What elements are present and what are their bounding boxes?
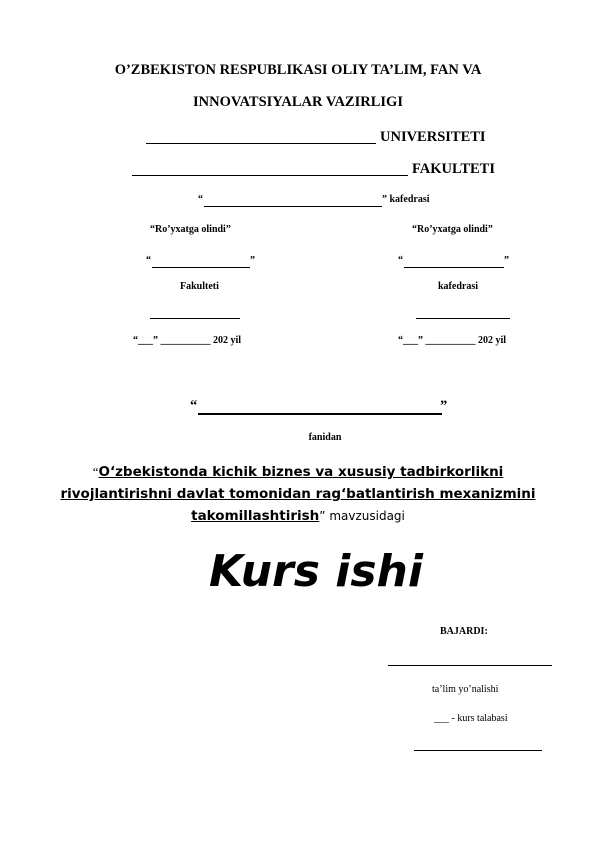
registration-right-signature-blank (416, 318, 510, 319)
topic-line3: takomillashtirish (191, 508, 320, 524)
registration-right-blank (404, 267, 504, 268)
topic-line2-wrap (0, 484, 596, 504)
topic-line3-wrap (0, 506, 596, 526)
department-name-blank (204, 206, 382, 207)
registration-right-title: “Ro’yxatga olindi” (412, 224, 493, 235)
registration-left-open-quote: “ (146, 255, 151, 266)
registration-right-open-quote: “ (398, 255, 403, 266)
registration-left-blank (152, 267, 250, 268)
topic-open-quote: “ (92, 464, 99, 479)
topic-suffix: ” mavzusidagi (319, 509, 405, 523)
registration-right-label: kafedrasi (438, 281, 478, 292)
subject-open-quote: “ (190, 398, 198, 414)
topic-line1: O‘zbekistonda kichik biznes va xususiy tadbirkorlikni (98, 464, 504, 480)
ministry-title-line2: INNOVATSIYALAR VAZIRLIGI (193, 94, 403, 110)
university-name-blank (146, 143, 376, 144)
work-title: Kurs ishi (209, 546, 423, 597)
performer-label: BAJARDI: (440, 626, 488, 637)
faculty-label: FAKULTETI (412, 161, 495, 177)
faculty-name-blank (132, 175, 408, 176)
registration-left-date: “___” __________ 202 yil (133, 335, 242, 346)
performer-direction: ta’lim yo’nalishi (432, 684, 499, 695)
subject-close-quote: ” (440, 398, 448, 414)
registration-left-signature-blank (150, 318, 240, 319)
registration-right-date: “___” __________ 202 yil (398, 335, 507, 346)
department-suffix: ” kafedrasi (382, 194, 430, 205)
registration-left-label: Fakulteti (180, 281, 219, 292)
topic-line1-wrap (0, 462, 596, 482)
registration-right-close-quote: ” (504, 255, 509, 266)
registration-left-close-quote: ” (250, 255, 255, 266)
ministry-title-line1: O’ZBEKISTON RESPUBLIKASI OLIY TA’LIM, FAN VA (114, 62, 482, 78)
performer-course: ___ - kurs talabasi (434, 713, 508, 724)
subject-label: fanidan (308, 432, 342, 443)
performer-name-blank (388, 665, 552, 666)
registration-left-title: “Ro’yxatga olindi” (150, 224, 231, 235)
topic-line2: rivojlantirishni davlat tomonidan rag‘batlantirish mexanizmini (60, 486, 536, 502)
performer-signature-blank (414, 750, 542, 751)
subject-name-blank (198, 413, 442, 415)
department-open-quote: “ (198, 194, 203, 205)
university-label: UNIVERSITETI (380, 129, 486, 145)
